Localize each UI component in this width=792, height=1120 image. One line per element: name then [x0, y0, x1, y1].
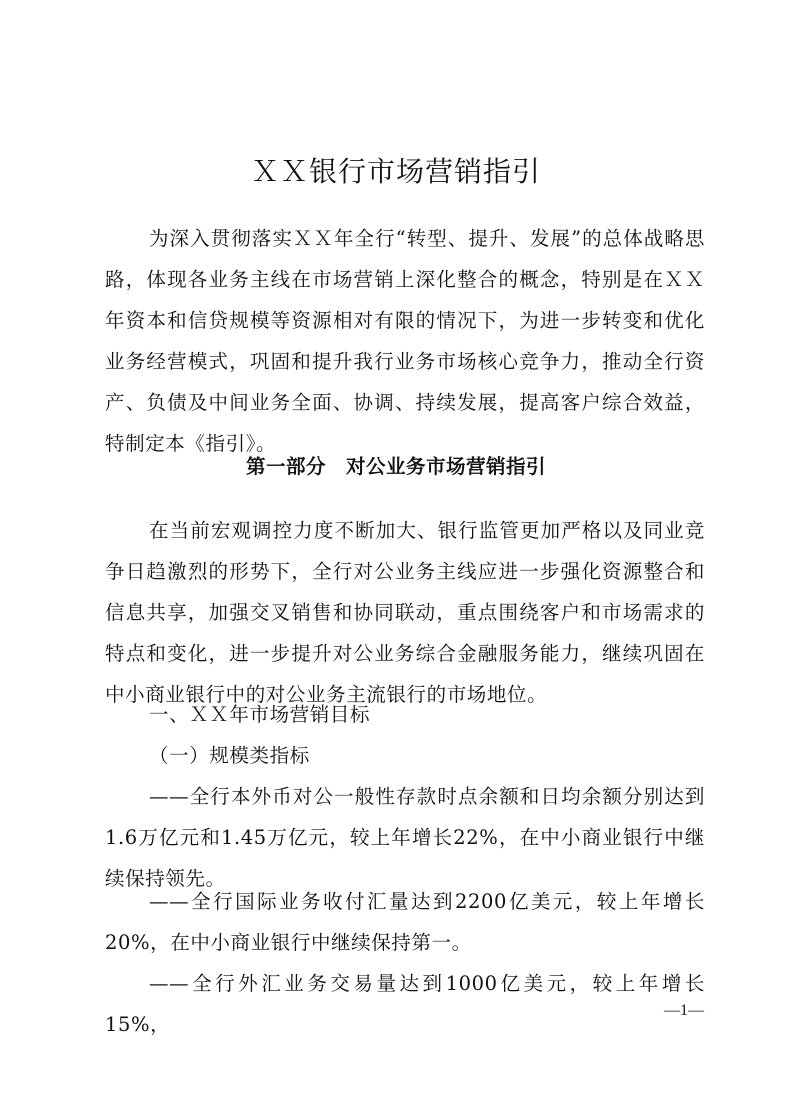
- intro-paragraph: 为深入贯彻落实ＸＸ年全行“转型、提升、发展”的总体战略思路，体现各业务主线在市场营销上深化整合的概念，特别是在ＸＸ年资本和信贷规模等资源相对有限的情况下，为进一步转变和优化业务经营模式，巩固和提升我行业务市场核心竞争力，推动全行资产、负债及中间业务全面、协调、持续发展，提高客户综合效益，特制定本《指引》。: [105, 227, 705, 455]
- page-number: —1—: [664, 1002, 704, 1019]
- part-paragraph: 在当前宏观调控力度不断加大、银行监管更加严格以及同业竞争日趋激烈的形势下，全行对公业务主线应进一步强化资源整合和信息共享，加强交叉销售和协同联动，重点围绕客户和市场需求的特点和变化，进一步提升对公业务综合金融服务能力，继续巩固在中小商业银行中的对公业务主流银行的市场地位。: [105, 519, 705, 706]
- bullet-item: ——全行本外币对公一般性存款时点余额和日均余额分别达到1.6万亿元和1.45万亿元，较上年增长22%，在中小商业银行中继续保持领先。: [105, 785, 705, 890]
- subsection-heading: （一）规模类指标: [149, 744, 310, 767]
- bullet-item: ——全行外汇业务交易量达到1000亿美元，较上年增长15%，: [105, 972, 705, 1036]
- part-heading: 第一部分 对公业务市场营销指引: [245, 455, 546, 478]
- section-heading: 一、ＸＸ年市场营销目标: [149, 703, 371, 726]
- document-title: ＸＸ银行市场营销指引: [250, 155, 541, 188]
- bullet-item: ——全行国际业务收付汇量达到2200亿美元，较上年增长20%，在中小商业银行中继续保持第一。: [105, 890, 705, 954]
